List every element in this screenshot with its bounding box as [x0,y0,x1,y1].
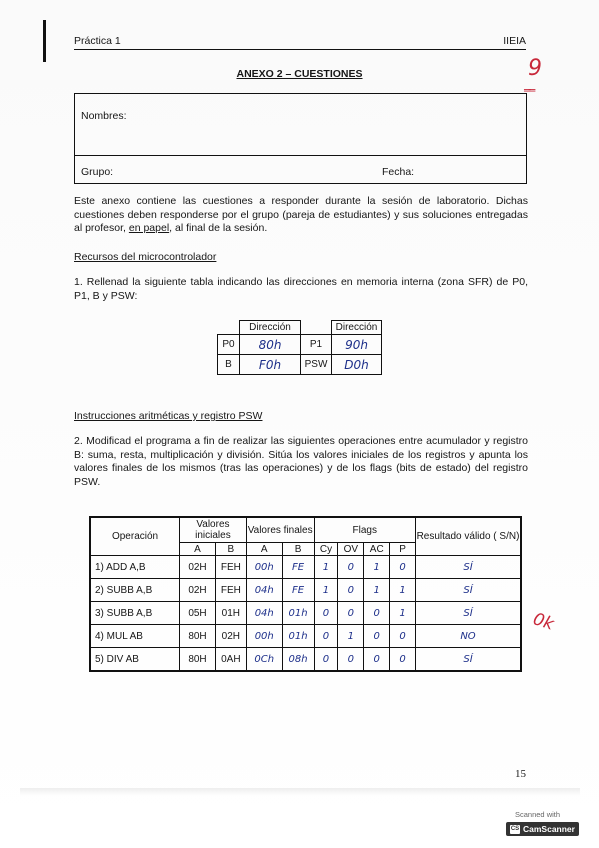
table-row: 3) SUBB A,B 05H 01H 04h 01h 0 0 0 1 SÍ [90,602,521,625]
col-final: Valores finales [246,517,314,543]
camscanner-badge [506,822,579,836]
col-flags: Flags [314,517,415,543]
question-1: 1. Rellenad la siguiente tabla indicando las direcciones en memoria interna (zona SFR) de P0, P1, B y PSW: [74,276,528,302]
operations-table: Operación Valores iniciales Valores finales Flags Resultado válido ( S/N) A B A B Cy OV AC P 1) ADD A,B 02H FEH 00h FE 1 0 1 0 SÍ 2) SUBB A,B 02H FEH 04h FE 1 0 1 1 SÍ 3) SUBB A,B 05H 01H 04h 01h 0 0 0 1 SÍ 4) MUL AB 80H 02H 00h 01h 0 1 0 0 NO 5) DIV AB 80H 0AH 0Ch 08h 0 0 0 0 SÍ [89,516,522,672]
ok-mark: 0k [530,609,557,635]
page-number: 15 [515,768,526,780]
section-microcontroller: Recursos del microcontrolador [74,251,217,263]
col-operation: Operación [90,517,180,556]
camscanner-logo-icon: CS [510,826,520,833]
address-header-1: Dirección [240,321,301,335]
header-left: Práctica 1 [74,35,121,47]
col-result: Resultado válido ( S/N) [416,517,522,556]
table-row: 2) SUBB A,B 02H FEH 04h FE 1 0 1 1 SÍ [90,579,521,602]
sfr-address-table [217,320,382,375]
page-title: ANEXO 2 – CUESTIONES [236,68,363,80]
section-arithmetic: Instrucciones aritméticas y registro PSW [74,410,263,422]
names-label: Nombres: [81,110,127,122]
grade-mark: 9 [528,56,542,81]
intro-paragraph: Este anexo contiene las cuestiones a responder durante la sesión de laboratorio. Dichas cuestiones deben responderse por el grupo (pareja de estudiantes) y sus soluciones entregadas al profesor, en papel, al final de la sesión. [74,195,528,234]
names-row [75,94,526,156]
margin-bar [43,20,46,62]
col-initial: Valores iniciales [180,517,247,543]
grade-underline: ══ [524,84,534,97]
page-header [74,35,526,50]
question-2: 2. Modificad el programa a fin de realizar las siguientes operaciones entre acumulador y registro B: suma, resta, multiplicación y división. Sitúa los valores iniciales de los registros y apunta los valores finales de los mismos (tras las operaciones) y de los flags (bits de estado) del registro PSW. [74,435,528,488]
camscanner-watermark [503,810,589,840]
intro-underlined: en papel [128,222,170,234]
table-row: P0 80h P1 90h [218,335,382,355]
student-info-box [74,93,527,184]
table-row: B F0h PSW D0h [218,355,382,375]
address-header-2: Dirección [332,321,382,335]
scanned-with-text: Scanned with [515,810,561,819]
camscanner-name: CamScanner [523,824,575,834]
group-label: Grupo: [81,166,114,178]
table-row: 4) MUL AB 80H 02H 00h 01h 0 1 0 0 NO [90,625,521,648]
header-right: IIEIA [503,35,526,47]
scan-edge [20,788,580,796]
date-label: Fecha: [382,166,415,178]
table-row: 1) ADD A,B 02H FEH 00h FE 1 0 1 0 SÍ [90,556,521,579]
table-row: 5) DIV AB 80H 0AH 0Ch 08h 0 0 0 0 SÍ [90,648,521,672]
